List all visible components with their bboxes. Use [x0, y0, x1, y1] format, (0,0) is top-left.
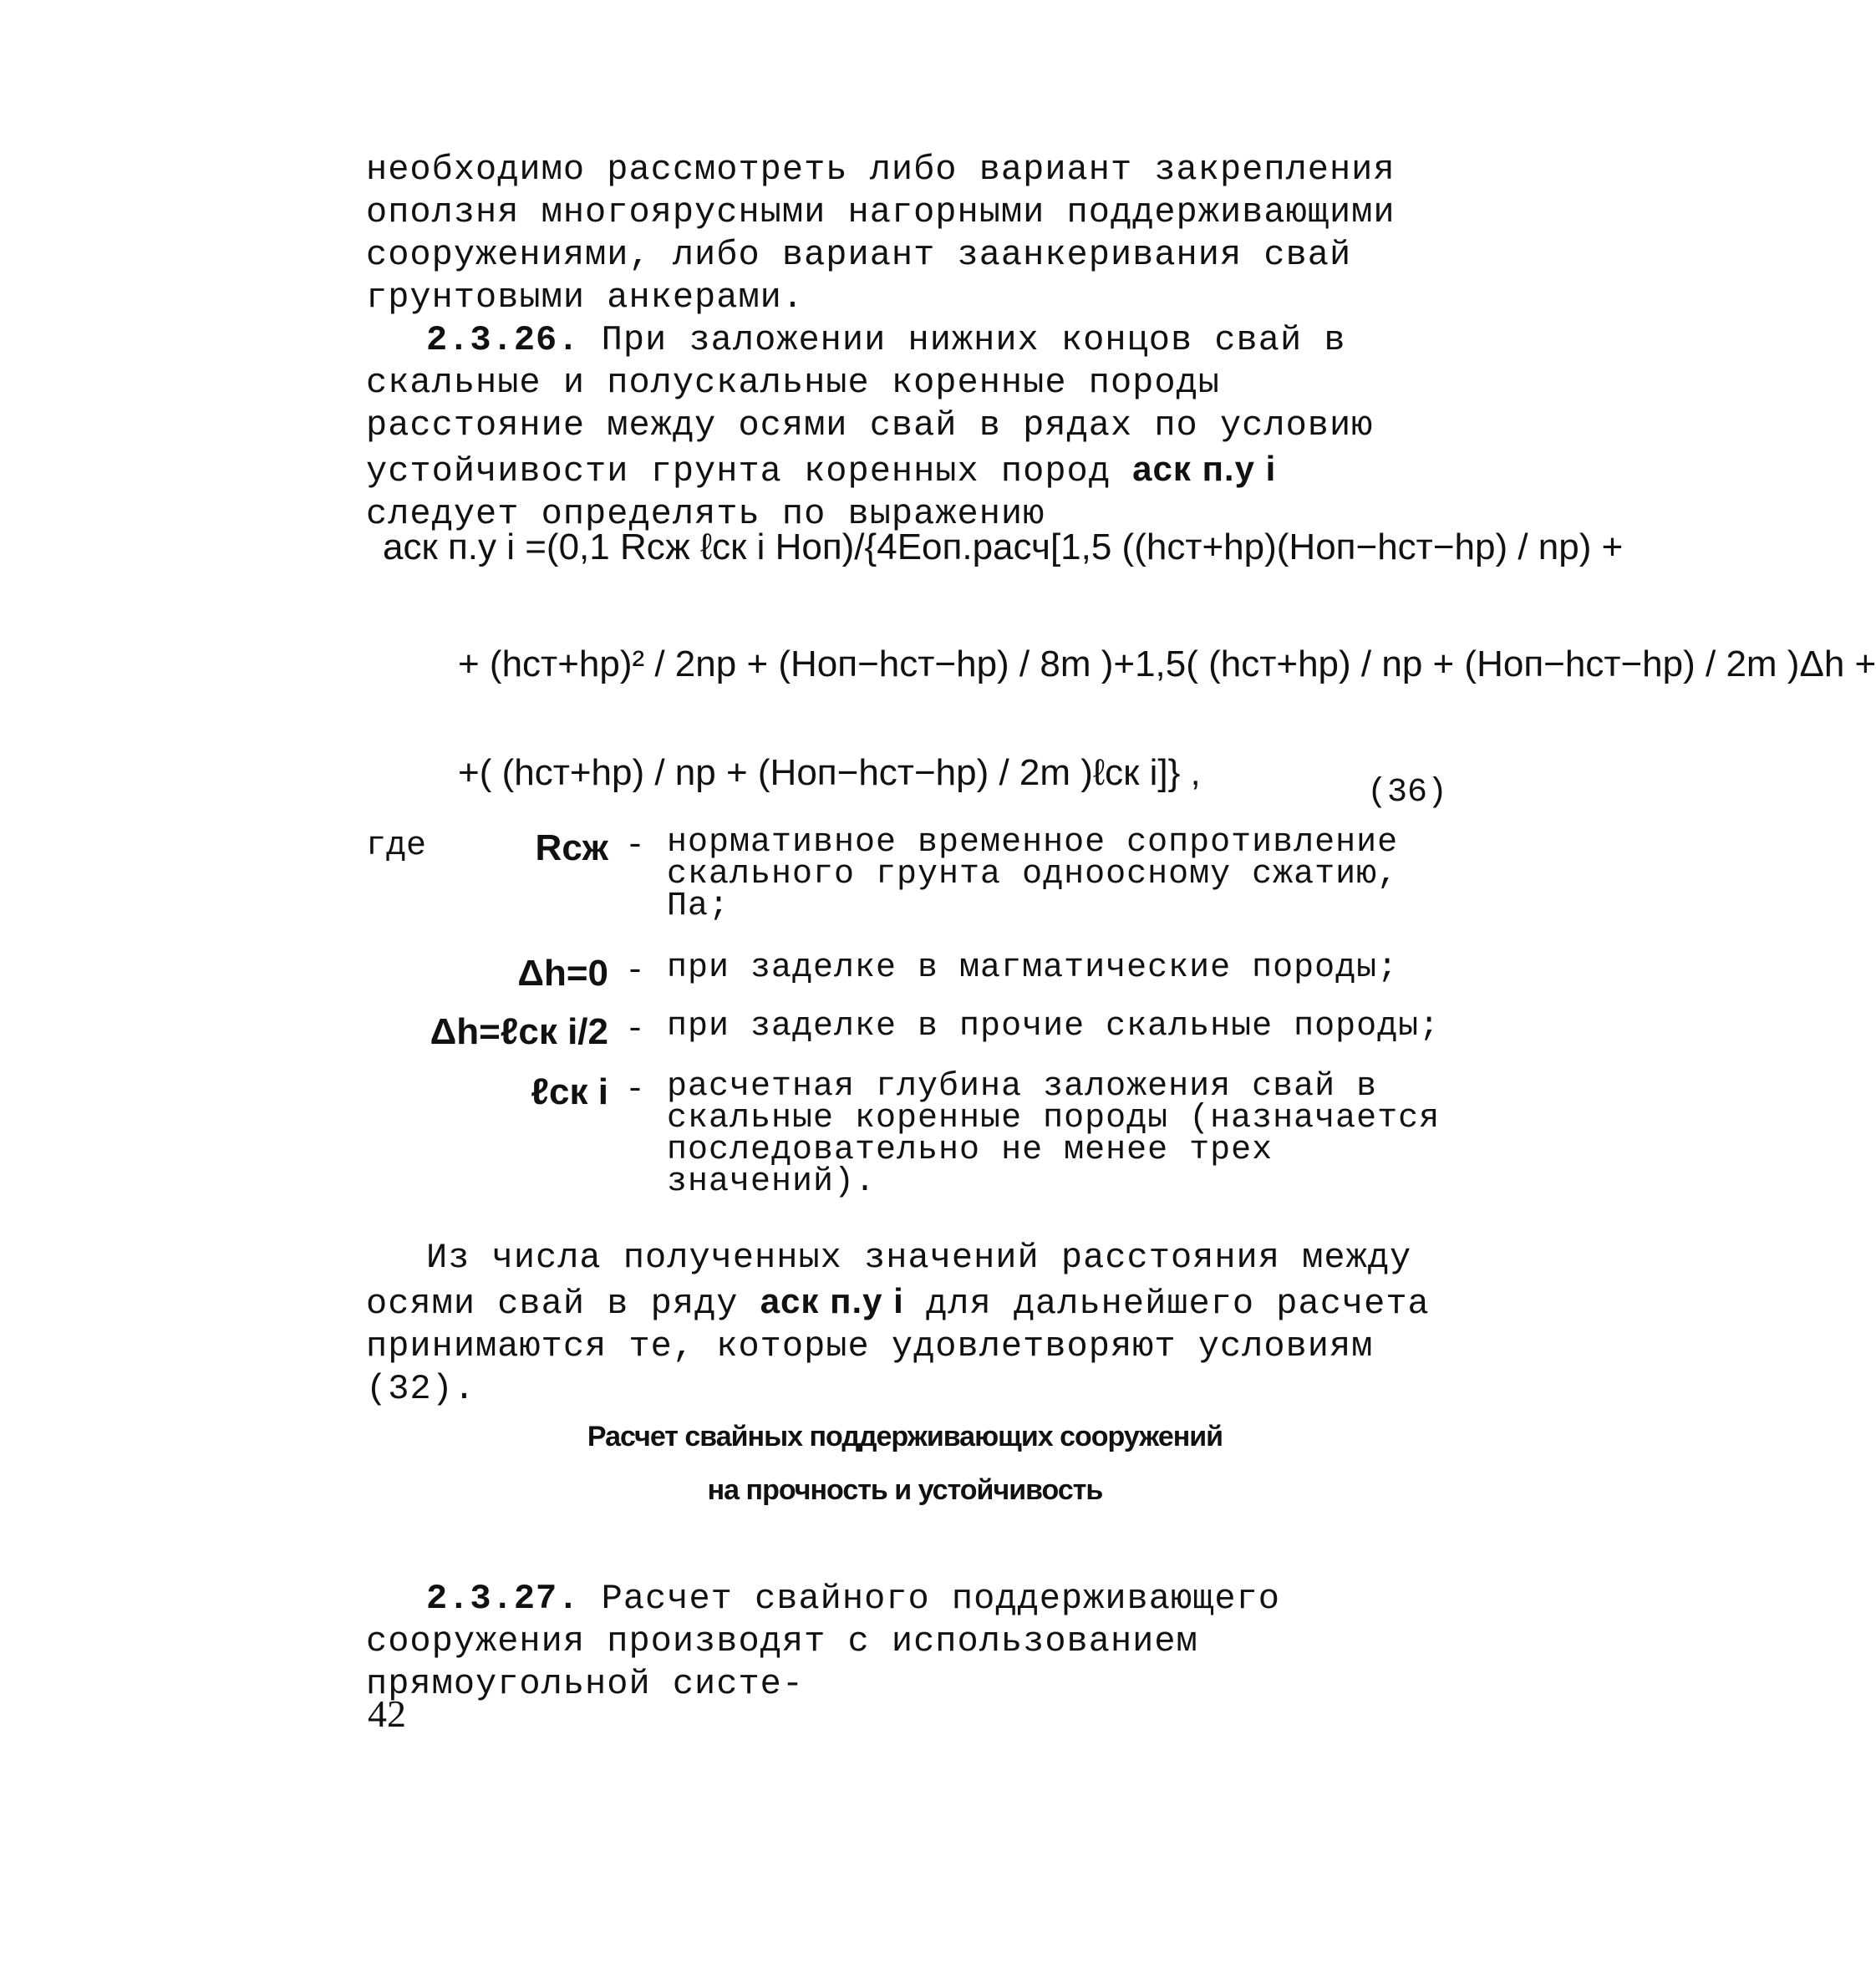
formula-line-2: + (hст+hр)² / 2nр + (Hоп−hст−hр) / 8m )+1,5( (hст+hр) / nр + (Hоп−hст−hр) / 2m )Δh +	[458, 644, 1876, 684]
paragraph-continuation: необходимо рассмотреть либо вариант закрепления оползня многоярусными нагорными поддерживающими сооружениями, либо вариант заанкеривания свай грунтовыми анкерами.	[366, 150, 1396, 318]
definition-text: расчетная глубина заложения свай в скальные коренные породы (назначается последовательно не менее трех значений).	[667, 1068, 1441, 1201]
definition-term: ℓск i	[531, 1071, 608, 1112]
definition-dash: -	[625, 1011, 646, 1049]
definition-text: при заделке в прочие скальные породы;	[667, 1008, 1441, 1045]
paragraph-text-end: для дальнейшего расчета принимаются те, которые удовлетворяют условиям (32).	[366, 1284, 1430, 1409]
clause-number: 2.3.26.	[426, 320, 580, 360]
page-number: 42	[368, 1692, 406, 1735]
paragraph-text: Из числа полученных значений расстояния между осями свай в ряду	[366, 1238, 1412, 1324]
section-heading-line-1: Расчет свайных поддерживающих сооружений	[587, 1421, 1223, 1452]
definition-term: Δh=0	[517, 953, 608, 994]
formula-line-1: aск п.у i =(0,1 Rсж ℓск i Hоп)/{4Eоп.расч[1,5 ((hст+hр)(Hоп−hст−hр) / nр) +	[383, 527, 1624, 567]
paragraph-2-3-26	[366, 319, 1444, 536]
section-heading-line-2: на прочность и устойчивость	[707, 1474, 1103, 1506]
inline-symbol: aск п.у i	[760, 1281, 904, 1320]
definition-term: Rсж	[535, 827, 608, 868]
formula-line-3: +( (hст+hр) / nр + (Hоп−hст−hр) / 2m )ℓск i]} ,	[458, 752, 1201, 793]
definition-text: при заделке в магматические породы;	[667, 949, 1399, 987]
paragraph-text: При заложении нижних концов свай в скальные и полускальные коренные породы расстояние между осями свай в рядах по условию устойчивости грунта коренных пород	[366, 320, 1374, 491]
paragraph-text: Расчет свайного поддерживающего сооружения производят с использованием прямоугольной систе-	[366, 1579, 1280, 1704]
definition-dash: -	[625, 1071, 646, 1109]
definition-dash: -	[625, 953, 646, 990]
definition-term: Δh=ℓск i/2	[430, 1011, 608, 1052]
definition-dash: -	[625, 827, 646, 865]
paragraph-2-3-27	[366, 1578, 1444, 1706]
paragraph-selection	[366, 1237, 1444, 1411]
equation-number: (36)	[1367, 774, 1448, 811]
paragraph-text-end: следует определять по выражению	[366, 494, 1045, 534]
inline-symbol: aск п.у i	[1132, 449, 1277, 488]
definition-text: нормативное временное сопротивление скального грунта одноосному сжатию, Па;	[667, 824, 1399, 925]
clause-number: 2.3.27.	[426, 1579, 580, 1619]
where-label: где	[366, 827, 427, 865]
